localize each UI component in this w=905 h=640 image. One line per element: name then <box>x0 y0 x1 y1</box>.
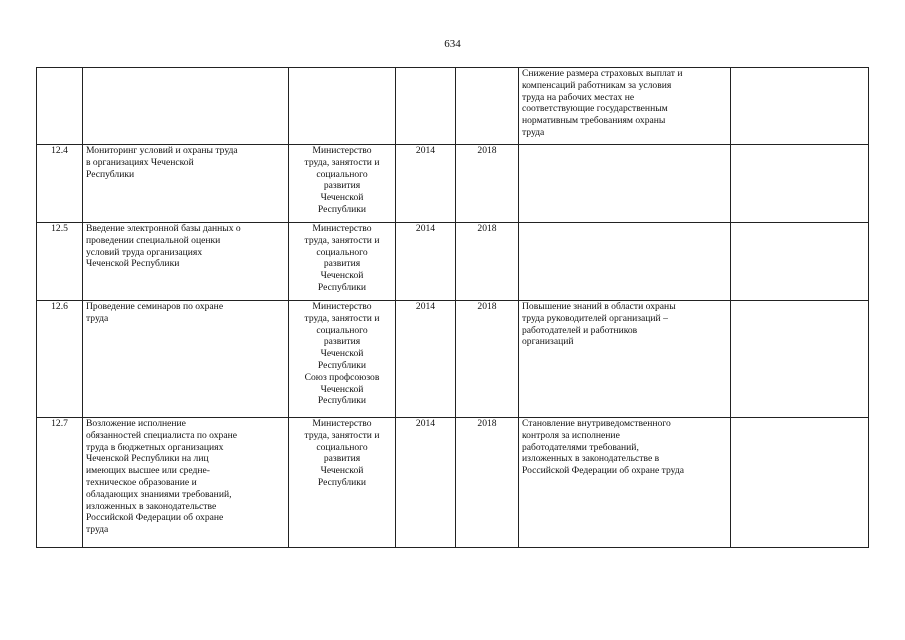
executor-cell-line: Республики <box>317 395 367 407</box>
executor-cell-line: труда, занятости и <box>304 429 380 441</box>
measures-table <box>36 67 869 548</box>
expected-result-cell-line: компенсаций работникам за условия <box>522 79 672 91</box>
item-number-cell: 12.5 <box>37 223 83 301</box>
empty-cell <box>731 301 869 418</box>
expected-result-cell-line: нормативным требованиям охраны <box>522 115 666 127</box>
measure-title-cell-line: труда в бюджетных организациях <box>86 441 224 453</box>
start-year-cell <box>396 68 456 145</box>
table-row <box>37 145 869 223</box>
end-year-cell <box>456 68 519 145</box>
measure-title-cell <box>83 418 289 548</box>
expected-result-cell <box>519 223 731 301</box>
expected-result-cell-line: Российской Федерации об охране труда <box>522 465 684 477</box>
measure-title-cell-line: Проведение семинаров по охране <box>86 301 224 312</box>
start-year-cell: 2014 <box>396 145 456 223</box>
executor-cell-line: труда, занятости и <box>304 234 380 246</box>
end-year-cell: 2018 <box>456 418 519 548</box>
measure-title-cell-line: имеющих высшее или средне- <box>86 465 210 477</box>
expected-result-cell-line: труда на рабочих местах не <box>522 91 635 103</box>
expected-result-cell-line: Снижение размера страховых выплат и <box>522 68 683 79</box>
executor-cell <box>289 68 396 145</box>
measure-title-cell-line: обязанностей специалиста по охране <box>86 429 237 441</box>
executor-cell-line: труда, занятости и <box>304 312 380 324</box>
executor-cell-line: труда, занятости и <box>304 156 380 168</box>
executor-cell-line: Чеченской <box>320 383 364 395</box>
executor-cell-line: Республики <box>317 281 367 293</box>
executor-cell-line: Чеченской <box>320 270 364 282</box>
executor-cell-line: Министерство <box>312 223 372 234</box>
item-number-cell: 12.7 <box>37 418 83 548</box>
table-row <box>37 301 869 418</box>
measure-title-cell-line: Республики <box>86 168 135 180</box>
table-row <box>37 68 869 145</box>
empty-cell <box>731 223 869 301</box>
expected-result-cell-line: труда руководителей организаций – <box>522 312 668 324</box>
measure-title-cell-line: Возложение исполнение <box>86 418 186 429</box>
measure-title-cell-line: в организациях Чеченской <box>86 156 194 168</box>
executor-cell-line: Чеченской <box>320 465 364 477</box>
expected-result-cell-line: работодателями требований, <box>522 441 639 453</box>
executor-cell-line: социального <box>316 441 368 453</box>
expected-result-cell-line: изложенных в законодательстве в <box>522 453 660 465</box>
measure-title-cell-line: труда <box>86 524 109 536</box>
expected-result-cell-line: труда <box>522 126 545 138</box>
measure-title-cell-line: изложенных в законодательстве <box>86 500 217 512</box>
empty-cell <box>731 418 869 548</box>
item-number-cell: 12.4 <box>37 145 83 223</box>
expected-result-cell-line: Становление внутриведомственного <box>522 418 671 429</box>
executor-cell-line: Министерство <box>312 301 372 312</box>
executor-cell-line: Республики <box>317 203 367 215</box>
executor-cell-line: развития <box>323 180 361 192</box>
executor-cell-line: Чеченской <box>320 348 364 360</box>
measure-title-cell-line: Введение электронной базы данных о <box>86 223 241 234</box>
start-year-cell: 2014 <box>396 301 456 418</box>
measure-title-cell-line: техническое образование и <box>86 476 197 488</box>
measure-title-cell <box>83 145 289 223</box>
executor-cell-line: Министерство <box>312 145 372 156</box>
table-row <box>37 418 869 548</box>
expected-result-cell-line: работодателей и работников <box>522 324 638 336</box>
measure-title-cell-line: труда <box>86 312 109 324</box>
expected-result-cell-line: Повышение знаний в области охраны <box>522 301 676 312</box>
executor-cell-line: Чеченской <box>320 192 364 204</box>
executor-cell <box>289 418 396 548</box>
item-number-cell <box>37 68 83 145</box>
executor-cell <box>289 301 396 418</box>
executor-cell-line: Союз профсоюзов <box>304 371 380 383</box>
measure-title-cell <box>83 301 289 418</box>
end-year-cell: 2018 <box>456 301 519 418</box>
page-number: 634 <box>444 38 461 50</box>
expected-result-cell-line: соответствующие государственным <box>522 103 668 115</box>
executor-cell-line: социального <box>316 324 368 336</box>
executor-cell <box>289 145 396 223</box>
measure-title-cell-line: Чеченской Республики на лиц <box>86 453 209 465</box>
measure-title-cell <box>83 68 289 145</box>
executor-cell-line: развития <box>323 258 361 270</box>
measure-title-cell-line: условий труда организациях <box>86 246 203 258</box>
executor-cell-line: Министерство <box>312 418 372 429</box>
expected-result-cell <box>519 418 731 548</box>
start-year-cell: 2014 <box>396 418 456 548</box>
measure-title-cell-line: Российской Федерации об охране <box>86 512 224 524</box>
end-year-cell: 2018 <box>456 223 519 301</box>
measure-title-cell <box>83 223 289 301</box>
empty-cell <box>731 68 869 145</box>
executor-cell-line: Республики <box>317 476 367 488</box>
expected-result-cell <box>519 145 731 223</box>
measure-title-cell-line: Чеченской Республики <box>86 258 180 270</box>
measure-title-cell-line: Мониторинг условий и охраны труда <box>86 145 238 156</box>
empty-cell <box>731 145 869 223</box>
table-row <box>37 223 869 301</box>
executor-cell-line: Республики <box>317 359 367 371</box>
measure-title-cell-line: обладающих знаниями требований, <box>86 488 232 500</box>
executor-cell-line: социального <box>316 168 368 180</box>
executor-cell-line: социального <box>316 246 368 258</box>
start-year-cell: 2014 <box>396 223 456 301</box>
end-year-cell: 2018 <box>456 145 519 223</box>
executor-cell <box>289 223 396 301</box>
expected-result-cell-line: организаций <box>522 336 574 348</box>
expected-result-cell <box>519 301 731 418</box>
measure-title-cell-line: проведении специальной оценки <box>86 234 221 246</box>
expected-result-cell <box>519 68 731 145</box>
expected-result-cell-line: контроля за исполнение <box>522 429 620 441</box>
executor-cell-line: развития <box>323 453 361 465</box>
executor-cell-line: развития <box>323 336 361 348</box>
item-number-cell: 12.6 <box>37 301 83 418</box>
